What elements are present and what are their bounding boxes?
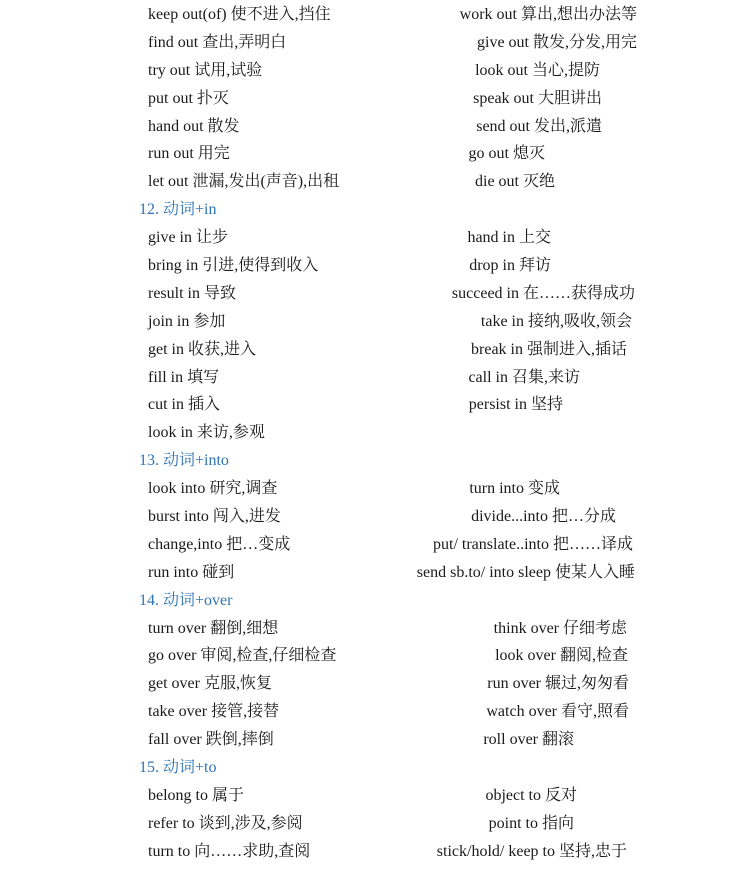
phrase-right: watch over 看守,照看 [486,703,629,721]
phrase-row [0,670,753,698]
phrase-right: break in 强制进入,插话 [471,340,627,358]
phrase-right: hand in 上交 [467,229,551,247]
phrase-row [0,85,753,113]
phrase-right: drop in 拜访 [469,257,551,275]
phrase-row [0,391,753,419]
phrase-left: try out 试用,试验 [148,61,263,79]
phrase-left: turn over 翻倒,细想 [148,619,279,637]
phrase-right: call in 召集,来访 [468,368,580,386]
section-heading: 14. 动词+over [139,591,233,609]
phrase-row [0,364,753,392]
phrase-row [0,726,753,754]
phrase-row [0,280,753,308]
phrase-row [0,698,753,726]
phrase-right: speak out 大胆讲出 [473,89,602,107]
phrase-row [0,503,753,531]
phrase-left: find out 查出,弄明白 [148,33,287,51]
phrase-right: look out 当心,提防 [475,61,600,79]
phrase-left: change,into 把…变成 [148,535,291,553]
phrase-right: give out 散发,分发,用完 [477,33,637,51]
section-heading: 15. 动词+to [139,759,217,777]
phrase-row [0,29,753,57]
phrase-left: get over 克服,恢复 [148,675,272,693]
section-heading: 13. 动词+into [139,452,229,470]
phrase-row [0,57,753,85]
phrase-left: join in 参加 [148,312,226,330]
phrase-row [0,140,753,168]
phrase-row [0,308,753,336]
phrase-right: divide...into 把…分成 [471,508,616,526]
phrase-right: persist in 坚持 [468,396,563,414]
phrase-left: result in 导致 [148,284,236,302]
section-heading: 12. 动词+in [139,201,217,219]
phrase-right: object to 反对 [485,786,577,804]
phrase-right: put/ translate..into 把……译成 [433,535,633,553]
phrase-row [0,838,753,866]
phrase-row [0,782,753,810]
phrase-left: fall over 跌倒,摔倒 [148,731,274,749]
phrase-left: turn to 向……求助,查阅 [148,842,311,860]
phrase-row [0,810,753,838]
phrase-right: look over 翻阅,检查 [495,647,628,665]
phrase-right: work out 算出,想出办法等 [459,6,637,23]
phrase-left: hand out 散发 [148,117,240,135]
phrase-left: burst into 闯入,进发 [148,508,281,526]
phrase-row [0,419,753,447]
phrase-left: look into 研究,调查 [148,480,278,498]
phrase-row [0,559,753,587]
phrase-left: take over 接管,接替 [148,703,280,721]
phrase-row [0,252,753,280]
phrase-left: cut in 插入 [148,396,220,414]
phrase-right: roll over 翻滚 [483,731,574,749]
phrase-right: take in 接纳,吸收,领会 [480,312,632,330]
phrase-row [0,113,753,141]
phrase-row [0,531,753,559]
phrase-row [0,615,753,643]
phrase-right: send out 发出,派遣 [476,117,602,135]
phrase-left: go over 审阅,检查,仔细检查 [148,647,337,665]
phrase-row [0,642,753,670]
phrase-list [0,1,753,866]
phrase-left: run into 碰到 [148,563,235,581]
phrase-right: think over 仔细考虑 [493,619,627,637]
phrase-right: point to 指向 [488,814,574,832]
phrase-left: keep out(of) 使不进入,挡住 [148,6,331,23]
phrase-right: run over 辗过,匆匆看 [487,675,629,693]
phrase-right: turn into 变成 [469,480,560,498]
phrase-right: send sb.to/ into sleep 使某人入睡 [416,563,635,581]
phrase-left: belong to 属于 [148,786,244,804]
phrase-row [0,336,753,364]
phrase-left: put out 扑灭 [148,89,229,107]
phrase-left: look in 来访,参观 [148,424,265,442]
phrase-right: stick/hold/ keep to 坚持,忠于 [436,842,627,860]
phrase-row [0,224,753,252]
phrase-right: go out 熄灭 [468,145,545,163]
phrase-left: let out 泄漏,发出(声音),出租 [148,173,340,191]
phrase-left: fill in 填写 [148,368,220,386]
phrase-left: run out 用完 [148,145,230,163]
phrase-left: refer to 谈到,涉及,参阅 [148,814,303,832]
phrase-row [0,475,753,503]
phrase-left: get in 收获,进入 [148,340,256,358]
phrase-row [0,168,753,196]
phrase-right: die out 灭绝 [475,173,555,191]
phrase-left: bring in 引进,使得到收入 [148,257,319,275]
phrase-row [0,1,753,29]
phrase-right: succeed in 在……获得成功 [451,284,635,302]
phrase-left: give in 让步 [148,229,228,247]
